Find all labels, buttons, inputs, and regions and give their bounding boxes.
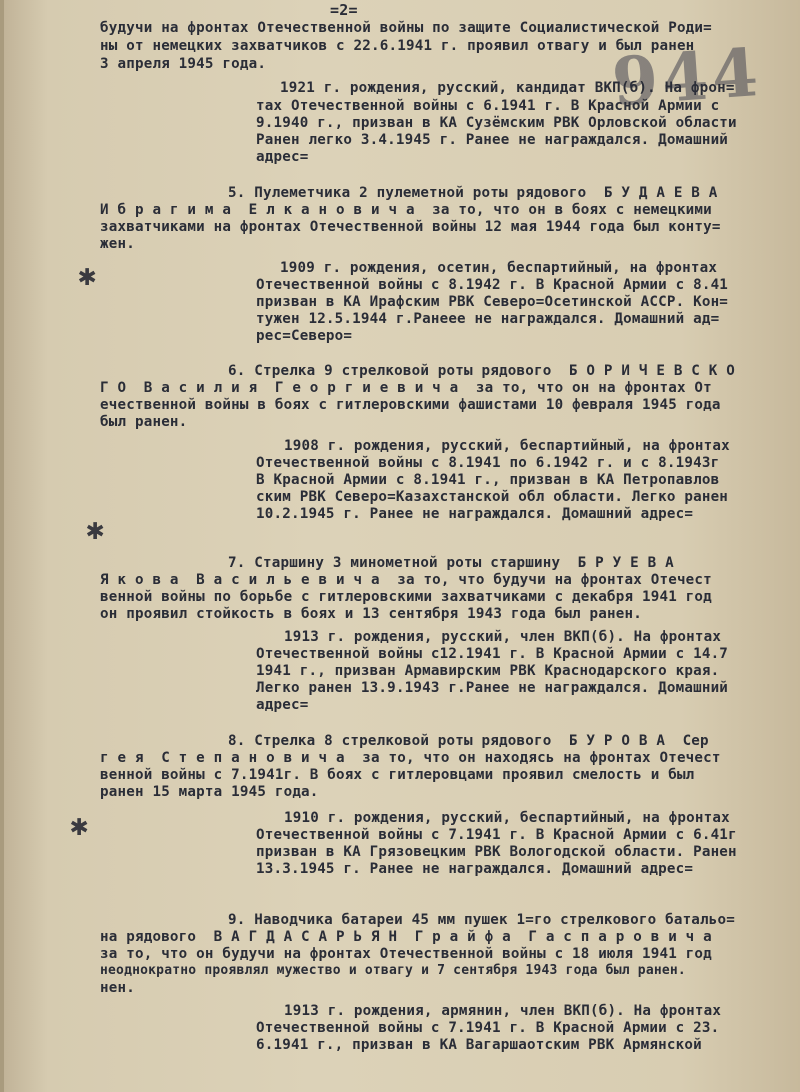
margin-tick-mark: ✱	[78, 258, 97, 293]
text-line: 1921 г. рождения, русский, кандидат ВКП(б). На фрон=	[280, 80, 735, 96]
text-line: жен.	[100, 236, 135, 252]
text-line: адрес=	[256, 697, 309, 713]
text-line: В Красной Армии с 8.1941 г., призван в КА Петропавлов	[256, 472, 720, 488]
text-line: нен.	[100, 980, 135, 996]
text-line: тах Отечественной войны с 6.1941 г. В Красной Армии с	[256, 98, 720, 114]
text-line: 3 апреля 1945 года.	[100, 56, 267, 72]
text-line: будучи на фронтах Отечественной войны по защите Социалистической Роди=	[100, 20, 712, 36]
text-line: Г О В а с и л и я Г е о р г и е в и ч а за то, что он на фронтах От	[100, 380, 712, 396]
text-line: г е я С т е п а н о в и ч а за то, что он находясь на фронтах Отечест	[100, 750, 721, 766]
text-line: 13.3.1945 г. Ранее не награждался. Домашний адрес=	[256, 861, 694, 877]
text-line: призван в КА Ирафским РВК Северо=Осетинской АССР. Кон=	[256, 294, 729, 310]
text-line: захватчиками на фронтах Отечественной войны 12 мая 1944 года был конту=	[100, 219, 721, 235]
page-number: =2=	[330, 1, 358, 19]
text-line: ским РВК Северо=Казахстанской обл области. Легко ранен	[256, 489, 729, 505]
text-line: Я к о в а В а с и л ь е в и ч а за то, что будучи на фронтах Отечест	[100, 572, 712, 588]
text-line: Отечественной войны с 7.1941 г. В Красной Армии с 23.	[256, 1020, 720, 1036]
margin-tick-mark: ✱	[86, 512, 105, 547]
handwritten-archive-number: 944	[609, 32, 765, 122]
margin-tick-mark: ✱	[70, 808, 89, 843]
text-line: 7. Старшину 3 минометной роты старшину Б Р У Е В А	[228, 555, 674, 571]
text-line: адрес=	[256, 149, 309, 165]
text-line: 10.2.1945 г. Ранее не награждался. Домашний адрес=	[256, 506, 694, 522]
text-line: 6. Стрелка 9 стрелковой роты рядового Б О Р И Ч Е В С К О	[228, 363, 736, 379]
page-edge-shadow	[0, 0, 4, 1092]
text-line: 9. Наводчика батареи 45 мм пушек 1=го стрелкового батальо=	[228, 912, 736, 928]
text-line: на рядового В А Г Д А С А Р Ь Я Н Г р а й ф а Г а с п а р о в и ч а	[100, 929, 712, 945]
text-line: 9.1940 г., призван в КА Сузёмским РВК Орловской области	[256, 115, 737, 131]
text-line: 1913 г. рождения, русский, член ВКП(б). На фронтах	[284, 629, 722, 645]
text-line: Отечественной войны с 8.1941 по 6.1942 г. и с 8.1943г	[256, 455, 720, 471]
text-line: 1910 г. рождения, русский, беспартийный, на фронтах	[284, 810, 730, 826]
text-line: И б р а г и м а Е л к а н о в и ч а за то, что он в боях с немецкими	[100, 202, 712, 218]
text-line: Отечественной войны с12.1941 г. В Красной Армии с 14.7	[256, 646, 729, 662]
text-line: 8. Стрелка 8 стрелковой роты рядового Б У Р О В А Сер	[228, 733, 709, 749]
text-line: тужен 12.5.1944 г.Ранеее не награждался. Домашний ад=	[256, 311, 720, 327]
text-line: за то, что он будучи на фронтах Отечественной войны с 18 июля 1941 год	[100, 946, 712, 962]
text-line: 1908 г. рождения, русский, беспартийный, на фронтах	[284, 438, 730, 454]
text-line: 1913 г. рождения, армянин, член ВКП(б). На фронтах	[284, 1003, 722, 1019]
text-line: Легко ранен 13.9.1943 г.Ранее не награждался. Домашний	[256, 680, 729, 696]
text-line: неоднократно проявлял мужество и отвагу и 7 сентября 1943 года был ранен.	[100, 963, 686, 978]
text-line: 1909 г. рождения, осетин, беспартийный, на фронтах	[280, 260, 718, 276]
text-line: рес=Северо=	[256, 328, 353, 344]
text-line: 6.1941 г., призван в КА Вагаршаотским РВК Армянской	[256, 1037, 702, 1053]
text-line: он проявил стойкость в боях и 13 сентября 1943 года был ранен.	[100, 606, 642, 622]
text-line: Отечественной войны с 8.1942 г. В Красной Армии с 8.41	[256, 277, 729, 293]
text-line: венной войны с 7.1941г. В боях с гитлеровцами проявил смелость и был	[100, 767, 695, 783]
text-line: Ранен легко 3.4.1945 г. Ранее не награждался. Домашний	[256, 132, 729, 148]
text-line: венной войны по борьбе с гитлеровскими захватчиками с декабря 1941 год	[100, 589, 712, 605]
text-line: призван в КА Грязовецким РВК Вологодской области. Ранен	[256, 844, 737, 860]
text-line: Отечественной войны с 7.1941 г. В Красной Армии с 6.41г	[256, 827, 737, 843]
text-line: был ранен.	[100, 414, 188, 430]
text-line: ранен 15 марта 1945 года.	[100, 784, 319, 800]
text-line: 1941 г., призван Армавирским РВК Краснодарского края.	[256, 663, 720, 679]
text-line: ны от немецких захватчиков с 22.6.1941 г. проявил отвагу и был ранен	[100, 38, 695, 54]
text-line: 5. Пулеметчика 2 пулеметной роты рядового Б У Д А Е В А	[228, 185, 718, 201]
text-line: ечественной войны в боях с гитлеровскими фашистами 10 февраля 1945 года	[100, 397, 721, 413]
